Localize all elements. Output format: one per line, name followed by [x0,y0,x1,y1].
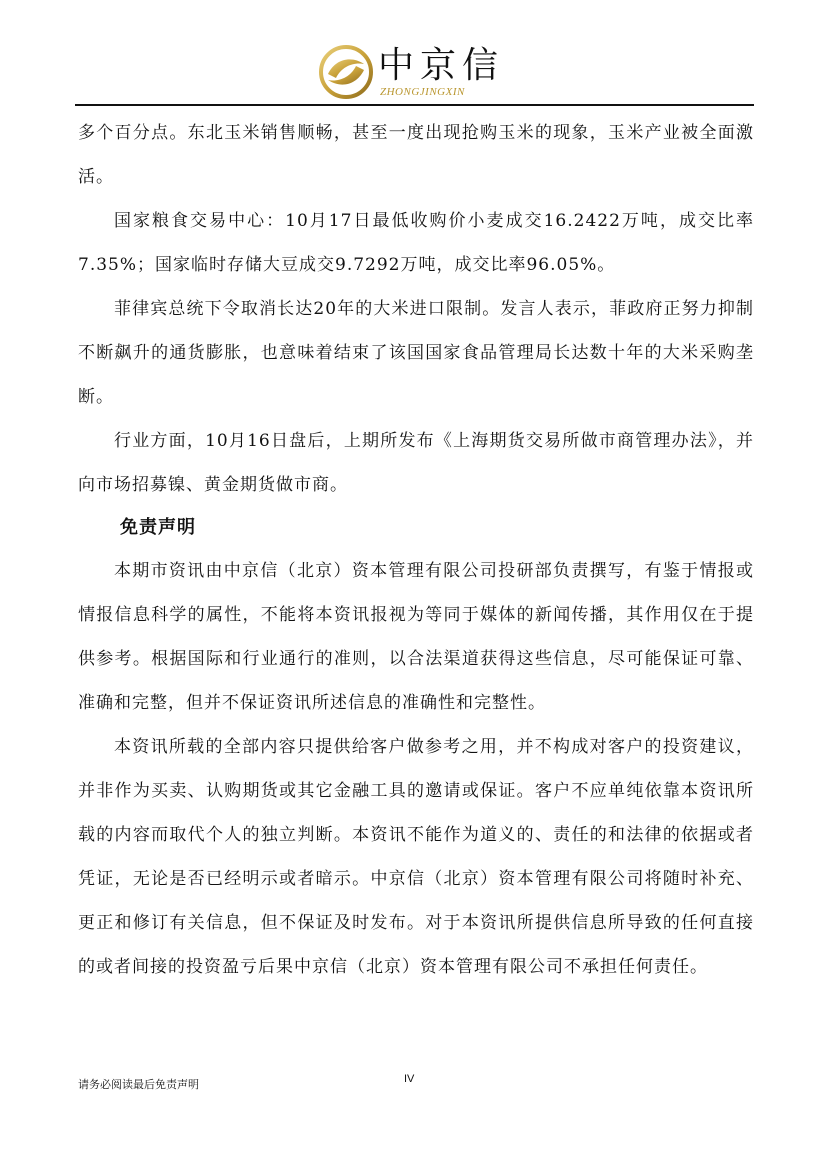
footer-disclaimer-note: 请务必阅读最后免责声明 [78,1078,199,1091]
document-body [78,111,754,989]
logo-wordmark-en: ZHONGJINGXIN [380,86,465,98]
paragraph-philippines-rice: 菲律宾总统下令取消长达20年的大米进口限制。发言人表示，菲政府正努力抑制不断飙升的通货膨胀，也意味着结束了该国国家食品管理局长达数十年的大米采购垄断。 [78,299,754,407]
paragraph-corn-market: 多个百分点。东北玉米销售顺畅，甚至一度出现抢购玉米的现象，玉米产业被全面激活。 [78,123,754,187]
paragraph-grain-trading-center: 国家粮食交易中心：10月17日最低收购价小麦成交16.2422万吨，成交比率7.35%；国家临时存储大豆成交9.7292万吨，成交比率96.05%。 [78,211,754,275]
zhongjingxin-logo-icon [318,44,374,100]
page-header [0,0,827,108]
disclaimer-paragraph-1: 本期市资讯由中京信（北京）资本管理有限公司投研部负责撰写，有鉴于情报或情报信息科学的属性，不能将本资讯报视为等同于媒体的新闻传播，其作用仅在于提供参考。根据国际和行业通行的准则，以合法渠道获得这些信息，尽可能保证可靠、准确和完整，但并不保证资讯所述信息的准确性和完整性。 [78,561,754,713]
logo-wordmark-cn: 中京信 [378,45,505,86]
disclaimer-heading: 免责声明 [120,517,196,538]
page-number: IV [404,1073,415,1085]
paragraph-shfe-market-maker: 行业方面，10月16日盘后，上期所发布《上海期货交易所做市商管理办法》，并向市场招募镍、黄金期货做市商。 [78,431,754,495]
disclaimer-paragraph-2: 本资讯所载的全部内容只提供给客户做参考之用，并不构成对客户的投资建议，并非作为买卖、认购期货或其它金融工具的邀请或保证。客户不应单纯依靠本资讯所载的内容而取代个人的独立判断。本资讯不能作为道义的、责任的和法律的依据或者凭证，无论是否已经明示或者暗示。中京信（北京）资本管理有限公司将随时补充、更正和修订有关信息，但不保证及时发布。对于本资讯所提供信息所导致的任何直接的或者间接的投资盈亏后果中京信（北京）资本管理有限公司不承担任何责任。 [78,737,754,977]
header-divider [75,104,754,106]
